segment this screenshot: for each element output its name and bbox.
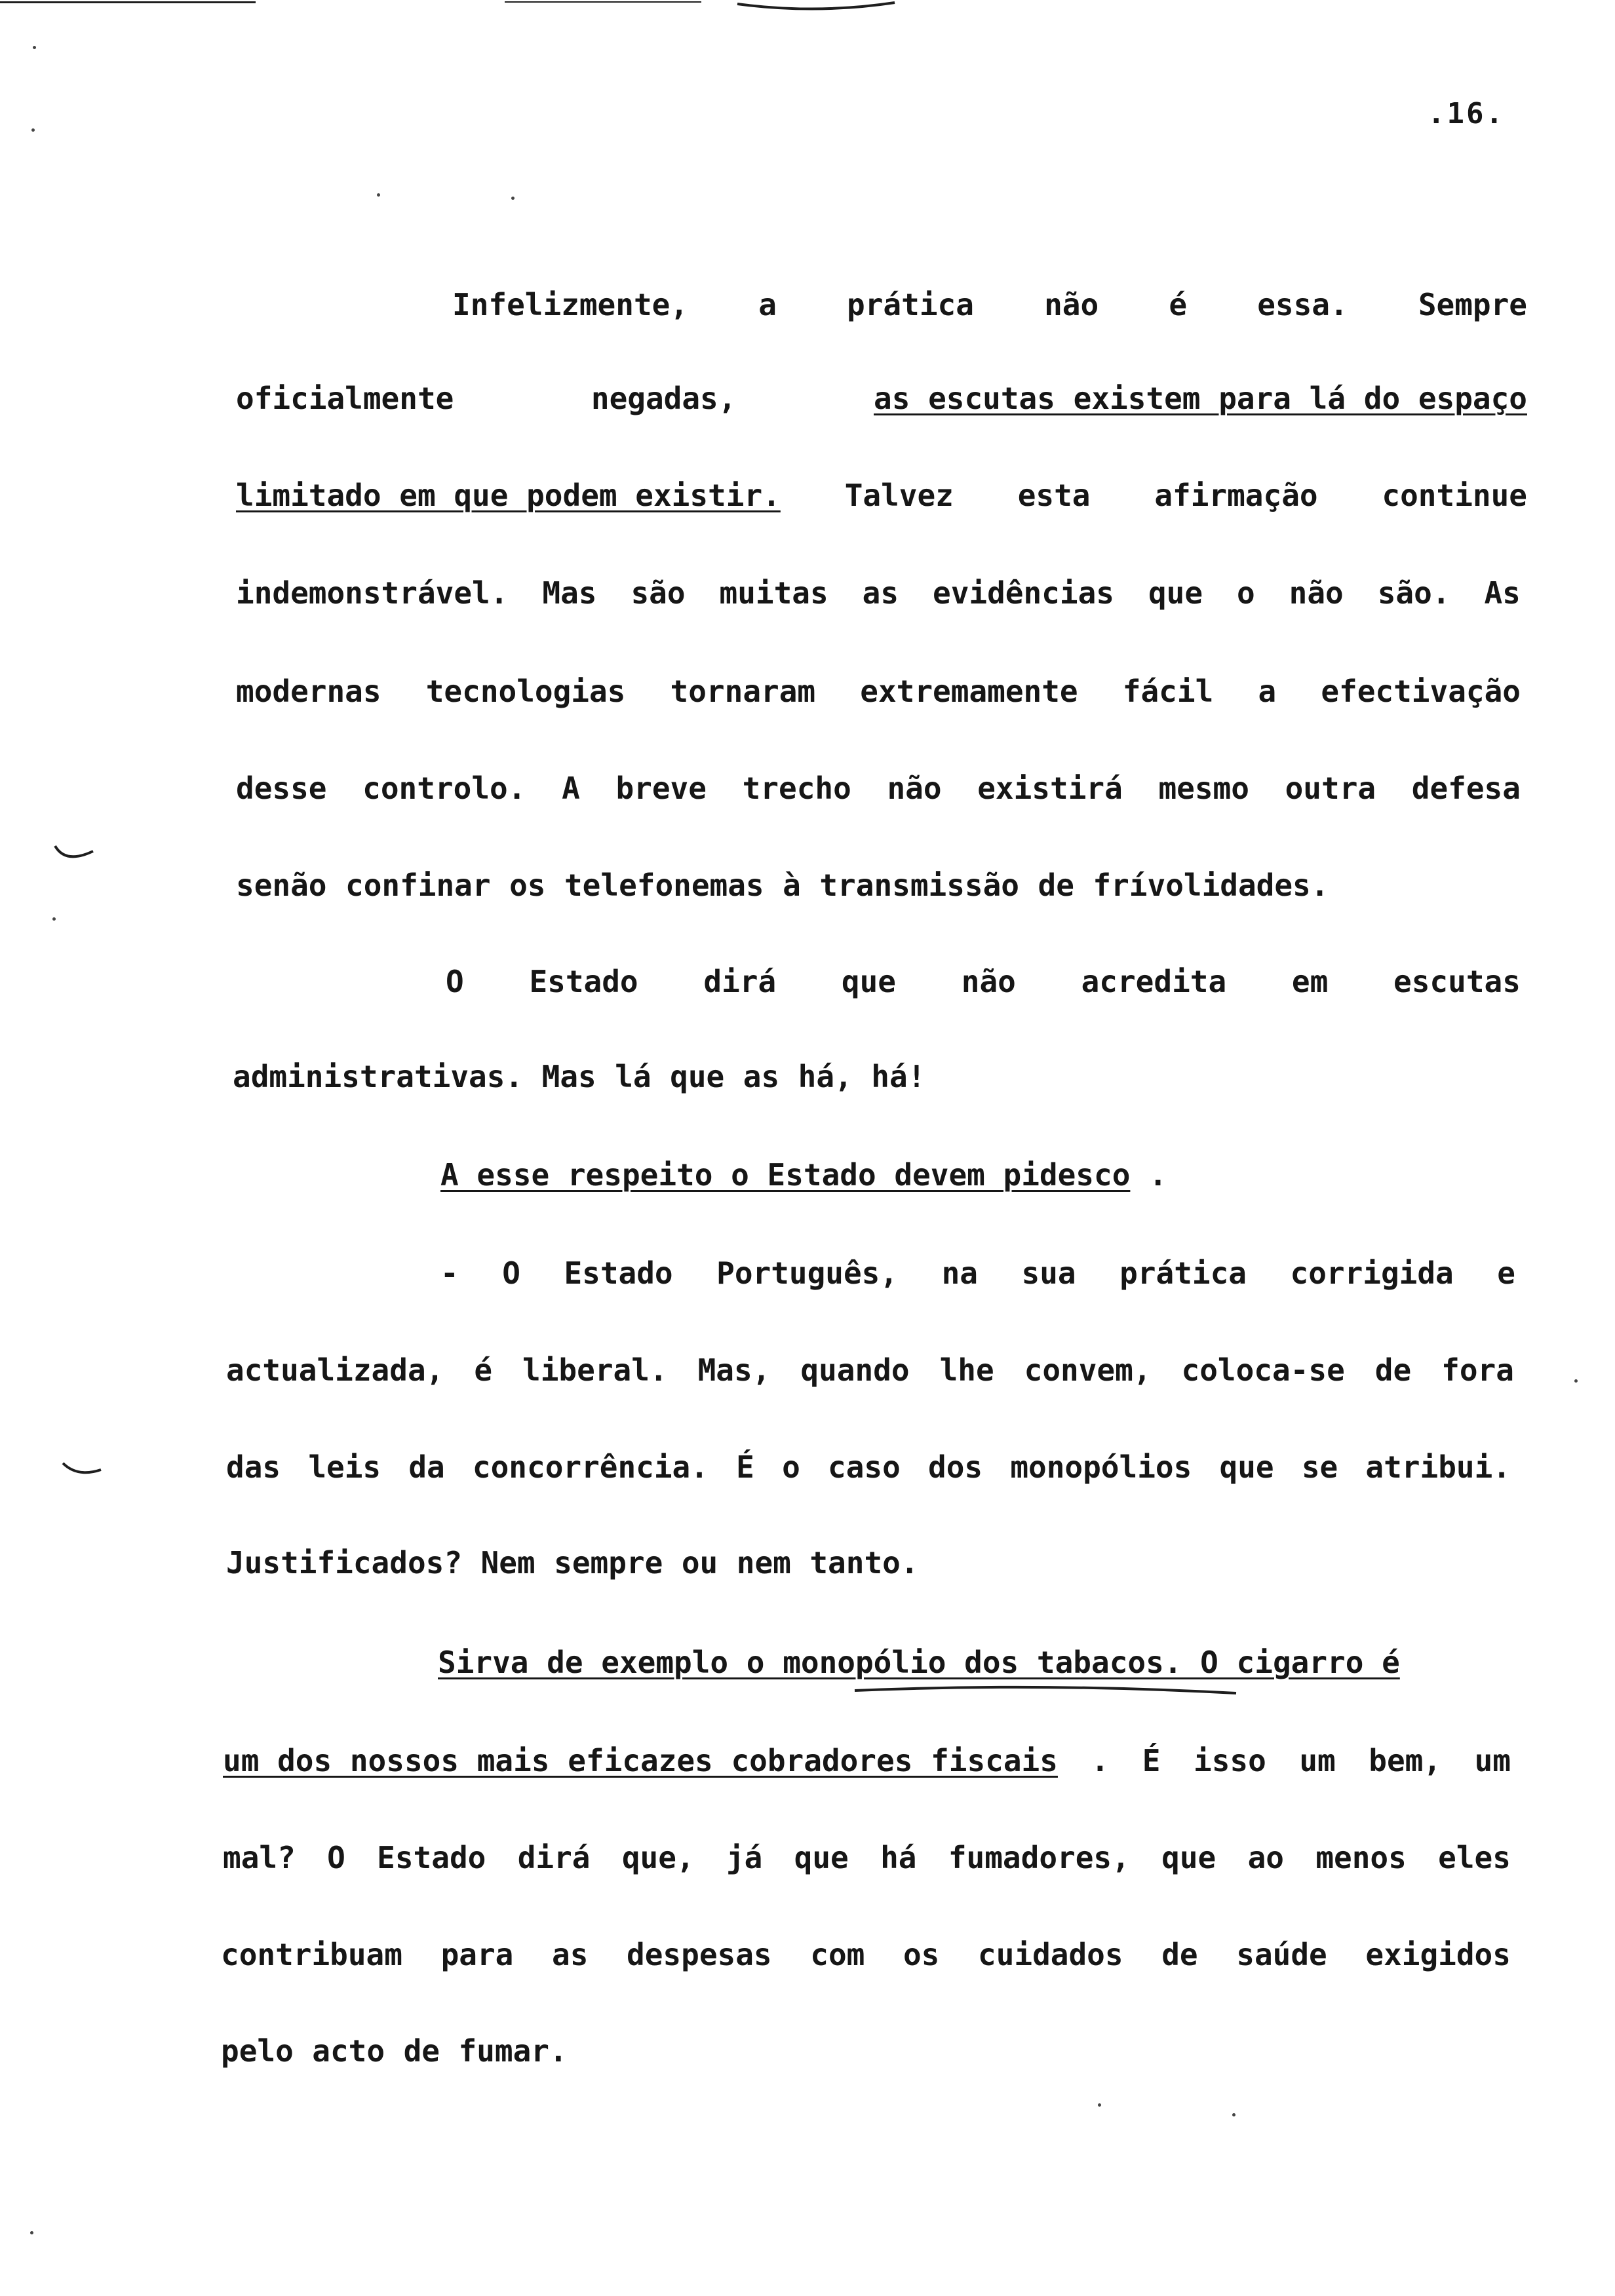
text-line [236,862,1455,908]
page-number: .16. [1428,97,1505,130]
word: exigidos [1365,1937,1511,1972]
word: . [1148,1157,1167,1193]
word: monopólios [1010,1449,1192,1485]
text-line [236,668,1521,714]
text-line [236,375,1527,421]
word: a [1258,674,1277,709]
scan-speck [52,917,56,921]
text-line [233,1054,1216,1100]
word: são. [1377,575,1450,611]
word: cuidados [978,1937,1123,1972]
word: tecnologias [425,674,626,709]
scan-speck [1098,2103,1101,2107]
word: sempre [554,1545,663,1580]
word: em [1291,964,1329,999]
text-line [452,282,1527,328]
word: É [736,1449,754,1485]
word: a [758,287,777,322]
word: actualizada, [226,1352,444,1388]
word: escutas [1393,964,1521,999]
word: e [1497,1255,1515,1291]
word: frívolidades. [1093,868,1329,903]
word: despesas [627,1937,772,1972]
word: Talvez [844,478,954,513]
underlined-phrase: Sirva de exemplo o monopólio dos tabacos. O cigarro é [438,1645,1400,1680]
word: transmissão [819,868,1019,903]
margin-hook-mark [52,842,98,868]
word: Estado [377,1840,486,1875]
word: são [631,575,686,611]
text-line [223,1738,1511,1784]
word: atribui. [1365,1449,1511,1485]
word: Sempre [1418,287,1527,322]
text-line [221,1932,1511,1978]
word: mesmo [1158,771,1249,806]
word: à [783,868,801,903]
handwritten-underline [852,1681,1239,1697]
underlined-phrase: limitado em que podem existir. [236,478,781,513]
word: controlo. [362,771,526,806]
word: Infelizmente, [452,287,689,322]
word: indemonstrável. [236,575,509,611]
word: lhe [939,1352,994,1388]
word: modernas [236,674,381,709]
word: não [1289,575,1344,611]
word: tornaram [670,674,816,709]
scan-speck [30,2231,33,2234]
text-line [236,472,1527,518]
word: contribuam [221,1937,402,1972]
word: as [552,1937,589,1972]
word: Mas, [697,1352,771,1388]
word: já [726,1840,763,1875]
text-line [226,1444,1511,1490]
scan-speck [33,46,36,49]
text-line [446,959,1521,1004]
word: corrigida [1290,1255,1454,1291]
word: outra [1285,771,1376,806]
margin-hook-mark [60,1458,106,1484]
text-line [440,1152,1293,1198]
word: negadas, [591,381,737,416]
word: há, [798,1059,853,1094]
word: telefonemas [564,868,764,903]
word: . [1091,1743,1110,1778]
word: tanto. [809,1545,919,1580]
word: as [862,575,899,611]
text-line [236,570,1521,616]
word: quando [800,1352,910,1388]
text-line [438,1639,1519,1685]
scan-speck [511,197,515,200]
word: administrativas. [233,1059,524,1094]
word: o [1237,575,1255,611]
text-line [221,2028,811,2074]
word: de [1161,1937,1198,1972]
word: O [446,964,464,999]
word: que [670,1059,725,1094]
word: há! [871,1059,926,1094]
word: acto [312,2033,385,2069]
word: é [1169,287,1188,322]
word: pelo [221,2033,294,2069]
word: evidências [933,575,1114,611]
word: das [226,1449,281,1485]
word: caso [828,1449,901,1485]
word: sua [1021,1255,1076,1291]
text-line [223,1835,1511,1881]
word: continue [1382,478,1527,513]
word: de [1038,868,1074,903]
word: O [327,1840,345,1875]
text-line [440,1250,1515,1296]
word: menos [1315,1840,1407,1875]
word: breve [615,771,707,806]
word: fumadores, [948,1840,1130,1875]
scan-speck [1232,2113,1236,2116]
scan-edge-mark [0,1,256,3]
word: isso [1194,1743,1266,1778]
word: Português, [716,1255,899,1291]
word: da [408,1449,445,1485]
scan-edge-mark [734,0,898,13]
word: extremamente [860,674,1078,709]
word: fora [1441,1352,1514,1388]
word: que [1148,575,1203,611]
word: um [1299,1743,1336,1778]
underlined-phrase: as escutas existem para lá do espaço [874,381,1527,416]
underlined-phrase: A esse respeito o Estado devem pidesco [440,1157,1131,1193]
word: de [403,2033,440,2069]
word: - [440,1255,459,1291]
word: trecho [742,771,851,806]
word: há [880,1840,917,1875]
word: que, [621,1840,695,1875]
word: concorrência. [472,1449,709,1485]
word: lá [615,1059,652,1094]
word: as [743,1059,780,1094]
scan-speck [1574,1379,1578,1383]
word: dirá [517,1840,591,1875]
word: fácil [1122,674,1214,709]
word: saúde [1236,1937,1327,1972]
word: efectivação [1321,674,1521,709]
word: confinar [345,868,491,903]
word: que [794,1840,849,1875]
word: Estado [529,964,638,999]
word: o [782,1449,800,1485]
word: essa. [1257,287,1348,322]
word: bem, [1369,1743,1442,1778]
word: Estado [564,1255,673,1291]
word: Mas [541,1059,596,1094]
scan-speck [377,193,380,197]
word: que [1219,1449,1274,1485]
word: desse [236,771,327,806]
word: Nem [480,1545,535,1580]
word: liberal. [522,1352,668,1388]
text-line [236,765,1521,811]
word: dirá [703,964,777,999]
word: nem [736,1545,791,1580]
word: A [562,771,580,806]
word: muitas [719,575,828,611]
word: coloca-se [1181,1352,1345,1388]
word: prática [847,287,974,322]
word: prática [1119,1255,1247,1291]
underlined-phrase: um dos nossos mais eficazes cobradores fiscais [223,1743,1058,1778]
word: ao [1247,1840,1284,1875]
word: os [903,1937,940,1972]
word: ou [681,1545,718,1580]
word: com [810,1937,865,1972]
word: mal? [223,1840,296,1875]
word: eles [1438,1840,1511,1875]
word: de [1374,1352,1412,1388]
text-line [226,1347,1514,1393]
word: não [1044,287,1099,322]
word: dos [928,1449,983,1485]
word: um [1474,1743,1511,1778]
word: que [1161,1840,1216,1875]
word: os [509,868,546,903]
word: oficialmente [236,381,454,416]
word: esta [1017,478,1091,513]
word: leis [308,1449,381,1485]
word: fumar. [458,2033,568,2069]
word: para [440,1937,514,1972]
word: na [941,1255,978,1291]
word: não [887,771,942,806]
text-line [226,1540,1078,1586]
word: As [1484,575,1521,611]
scan-speck [31,128,35,132]
word: defesa [1411,771,1521,806]
word: é [474,1352,493,1388]
word: O [502,1255,520,1291]
word: se [1301,1449,1338,1485]
word: Justificados? [226,1545,463,1580]
word: É [1142,1743,1161,1778]
word: afirmação [1154,478,1318,513]
word: não [961,964,1016,999]
word: Mas [542,575,597,611]
word: existirá [977,771,1123,806]
word: senão [236,868,327,903]
word: que [841,964,896,999]
word: convem, [1024,1352,1152,1388]
word: acredita [1081,964,1227,999]
scan-edge-mark [505,1,701,3]
